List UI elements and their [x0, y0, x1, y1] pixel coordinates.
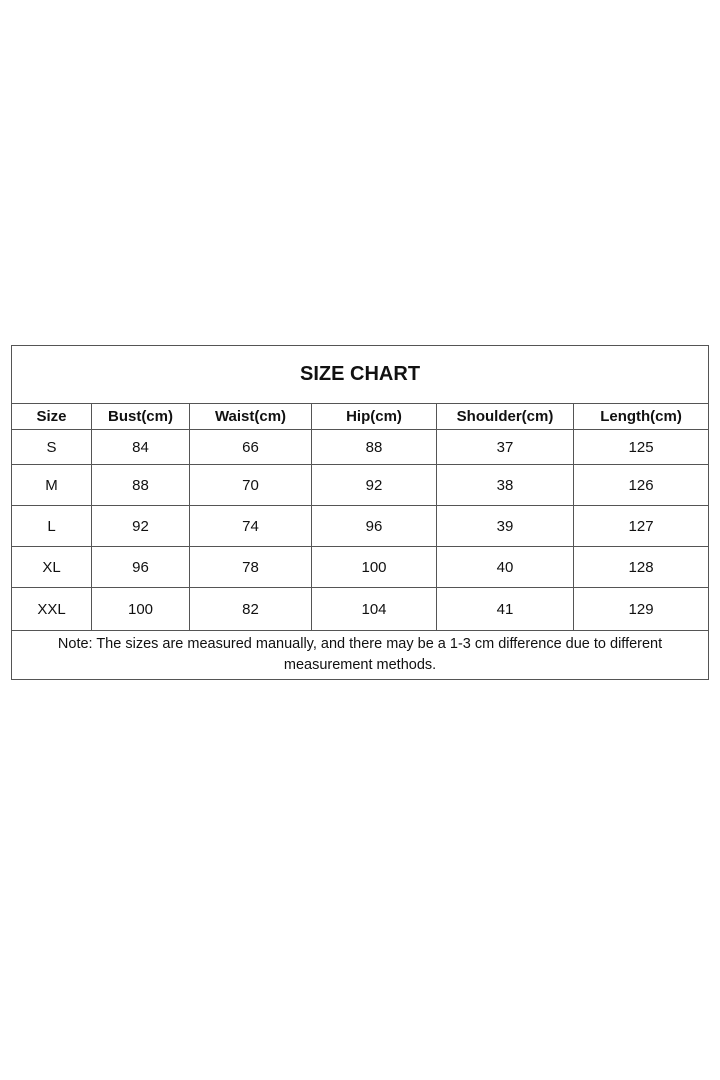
length-cell: 128: [574, 547, 709, 588]
table-row: [12, 547, 709, 588]
bust-cell: 96: [92, 547, 190, 588]
size-cell: S: [12, 430, 92, 465]
table-row: [12, 506, 709, 547]
header-waist: Waist(cm): [190, 404, 312, 430]
chart-title: SIZE CHART: [12, 346, 709, 404]
shoulder-cell: 41: [437, 588, 574, 631]
length-cell: 126: [574, 465, 709, 506]
waist-cell: 66: [190, 430, 312, 465]
hip-cell: 88: [312, 430, 437, 465]
header-row: [12, 404, 709, 430]
header-bust: Bust(cm): [92, 404, 190, 430]
size-cell: XXL: [12, 588, 92, 631]
length-cell: 125: [574, 430, 709, 465]
bust-cell: 84: [92, 430, 190, 465]
table-row: [12, 588, 709, 631]
waist-cell: 82: [190, 588, 312, 631]
hip-cell: 104: [312, 588, 437, 631]
header-length: Length(cm): [574, 404, 709, 430]
header-size: Size: [12, 404, 92, 430]
length-cell: 127: [574, 506, 709, 547]
header-shoulder: Shoulder(cm): [437, 404, 574, 430]
size-cell: L: [12, 506, 92, 547]
shoulder-cell: 39: [437, 506, 574, 547]
title-row: [12, 346, 709, 404]
hip-cell: 100: [312, 547, 437, 588]
waist-cell: 70: [190, 465, 312, 506]
table-row: [12, 465, 709, 506]
table-row: [12, 430, 709, 465]
shoulder-cell: 38: [437, 465, 574, 506]
hip-cell: 92: [312, 465, 437, 506]
waist-cell: 78: [190, 547, 312, 588]
measurement-note: Note: The sizes are measured manually, and there may be a 1-3 cm difference due to different measurement methods.: [12, 631, 709, 680]
bust-cell: 92: [92, 506, 190, 547]
size-cell: M: [12, 465, 92, 506]
shoulder-cell: 40: [437, 547, 574, 588]
bust-cell: 100: [92, 588, 190, 631]
size-cell: XL: [12, 547, 92, 588]
shoulder-cell: 37: [437, 430, 574, 465]
bust-cell: 88: [92, 465, 190, 506]
header-hip: Hip(cm): [312, 404, 437, 430]
length-cell: 129: [574, 588, 709, 631]
hip-cell: 96: [312, 506, 437, 547]
waist-cell: 74: [190, 506, 312, 547]
note-row: [12, 631, 709, 680]
size-chart-table: [11, 345, 709, 680]
